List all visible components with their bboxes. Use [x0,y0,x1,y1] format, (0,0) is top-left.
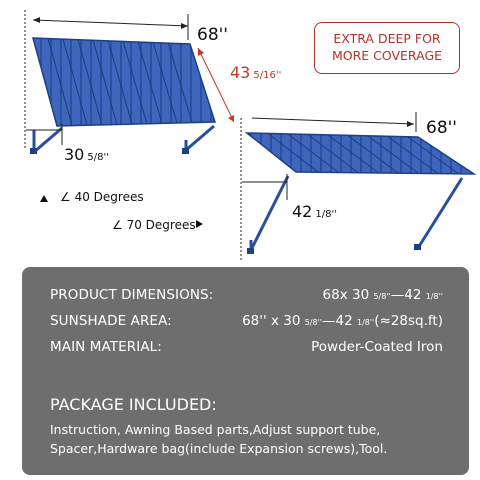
dimensions-value: 68x 30 5/8''—42 1/8'' [322,287,443,303]
depth-main-label: 30 5/8'' [64,145,109,164]
badge-line-2: MORE COVERAGE [331,48,443,63]
spec-panel [22,267,469,475]
angle-40-label: ∠ 40 Degrees [60,190,144,204]
extra-deep-badge [314,22,460,74]
sunshade-value: 68'' x 30 5/8''—42 1/8''(≈28sq.ft) [242,313,443,329]
right-roof-panel [247,133,474,174]
material-value: Powder-Coated Iron [311,339,443,355]
depth-right-label: 42 1/8'' [292,202,337,221]
package-title: PACKAGE INCLUDED: [50,395,217,414]
width-top-label: 68'' [197,25,228,45]
angle-70-label: ∠ 70 Degrees [112,218,196,232]
material-label: MAIN MATERIAL: [50,339,162,355]
width-right-label: 68'' [426,118,457,138]
slant-main-label: 43 5/16'' [230,63,282,82]
badge-line-1: EXTRA DEEP FOR [333,31,441,46]
dimensions-label: PRODUCT DIMENSIONS: [50,287,214,303]
sunshade-label: SUNSHADE AREA: [50,313,172,329]
package-text: Instruction, Awning Based parts,Adjust support tube, Spacer,Hardware bag(include Expansion screws),Tool. [50,422,388,456]
